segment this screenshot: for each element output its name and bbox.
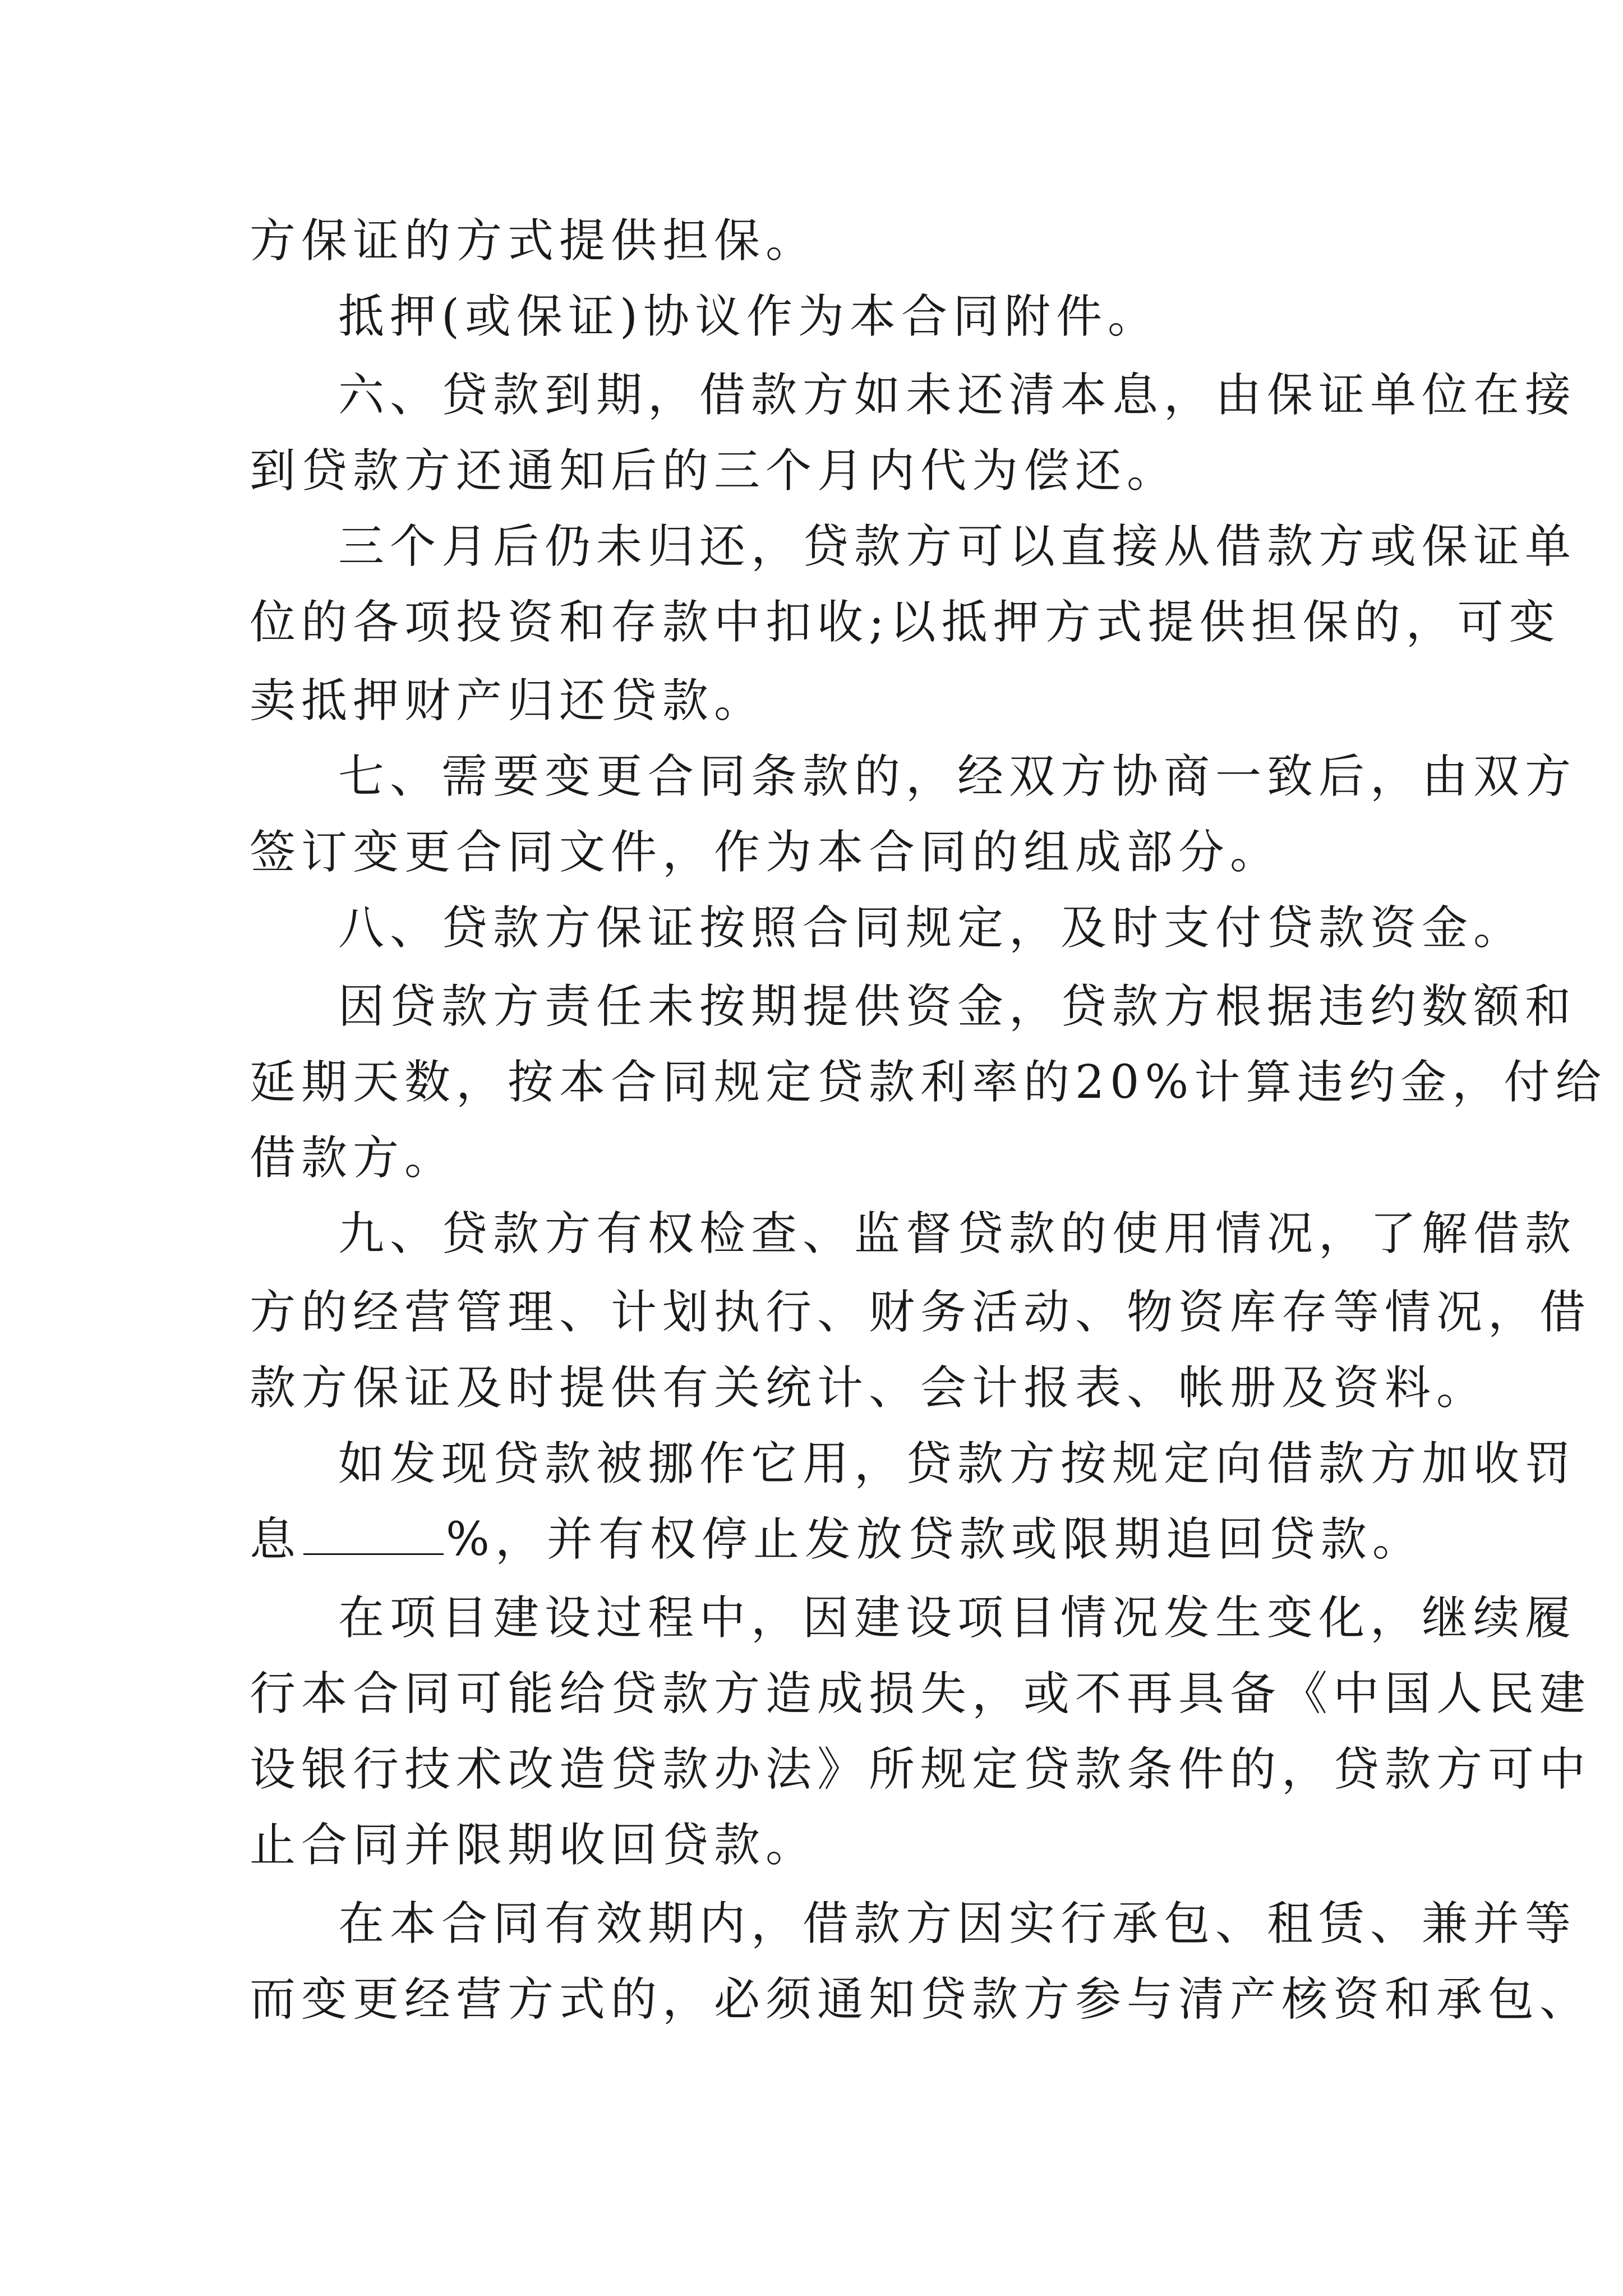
text-line: 止合同并限期收回贷款。 [250, 1819, 818, 1872]
text-line: 方的经营管理、计划执行、财务活动、物资库存等情况，借 [250, 1286, 1592, 1339]
text-line: 签订变更合同文件，作为本合同的组成部分。 [250, 826, 1282, 879]
text-line: 款方保证及时提供有关统计、会计报表、帐册及资料。 [250, 1361, 1488, 1415]
text-line: 而变更经营方式的，必须通知贷款方参与清产核资和承包、 [250, 1973, 1592, 2026]
text-line: 如发现贷款被挪作它用，贷款方按规定向借款方加收罚 [338, 1437, 1577, 1490]
penalty-suffix: %，并有权停止发放贷款或限期追回贷款。 [446, 1513, 1424, 1566]
text-line: 在项目建设过程中，因建设项目情况发生变化，继续履 [338, 1591, 1577, 1645]
text-line: 延期天数，按本合同规定贷款利率的20%计算违约金，付给 [250, 1056, 1607, 1109]
penalty-prefix: 息 [250, 1513, 302, 1566]
text-line: 在本合同有效期内，借款方因实行承包、租赁、兼并等 [338, 1897, 1577, 1950]
text-line: 六、贷款到期，借款方如未还清本息，由保证单位在接 [338, 369, 1577, 422]
text-line: 方保证的方式提供担保。 [250, 214, 818, 268]
text-line: 行本合同可能给贷款方造成损失，或不再具备《中国人民建 [250, 1667, 1592, 1720]
text-line: 卖抵押财产归还贷款。 [250, 674, 766, 728]
text-line: 抵押(或保证)协议作为本合同附件。 [338, 290, 1159, 343]
text-line: 九、贷款方有权检查、监督贷款的使用情况，了解借款 [338, 1207, 1577, 1260]
text-line: 位的各项投资和存款中扣收;以抵押方式提供担保的，可变 [250, 596, 1561, 649]
text-line: 借款方。 [250, 1131, 457, 1185]
text-line: 因贷款方责任未按期提供资金，贷款方根据违约数额和 [338, 980, 1577, 1033]
text-line: 八、贷款方保证按照合同规定，及时支付贷款资金。 [338, 901, 1525, 955]
penalty-line [250, 1512, 1424, 1568]
text-line: 到贷款方还通知后的三个月内代为偿还。 [250, 444, 1179, 498]
penalty-rate-blank [303, 1520, 444, 1555]
text-line: 三个月后仍未归还，贷款方可以直接从借款方或保证单 [338, 520, 1577, 573]
text-line: 七、需要变更合同条款的，经双方协商一致后，由双方 [338, 750, 1577, 803]
text-line: 设银行技术改造贷款办法》所规定贷款条件的，贷款方可中 [250, 1743, 1592, 1796]
